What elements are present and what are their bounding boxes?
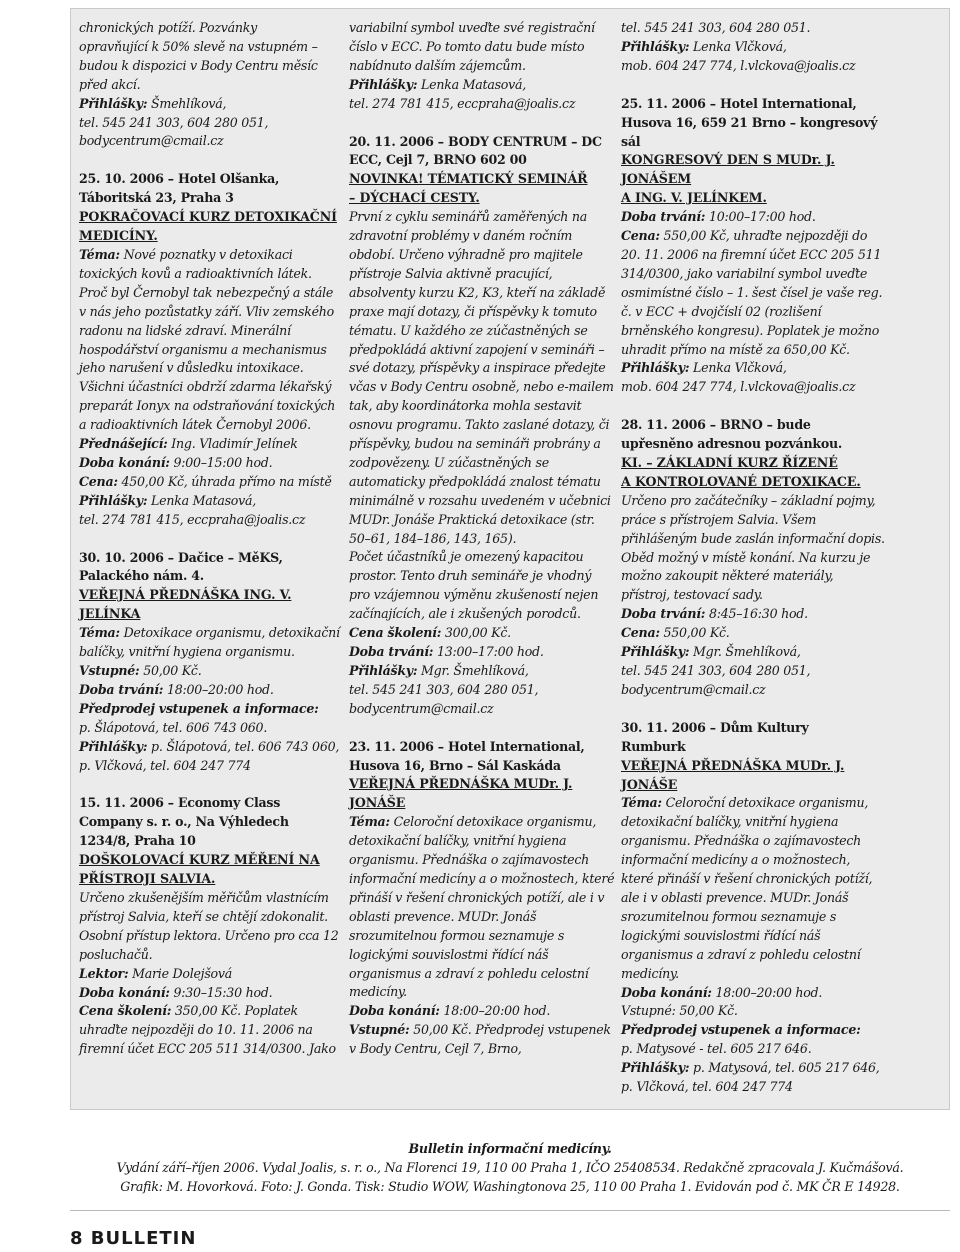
field-value: Nové poznatky v detoxikaci toxických kovů a radioaktivních látek. Proč byl Černobyl tak nebezpečný a stále v nás jeho pozůstatky září. Vliv zemského radonu na lidské zdraví. Minerální hospodářství organismu a mechanismus jeho narušení v důsledku intoxikace. Všichni účastníci obdrží zdarma lékařský preparát Ionyx na odstraňování toxických a radioaktivních látek Černobyl 2006. bbox=[79, 246, 336, 433]
labeled-line bbox=[349, 624, 615, 643]
event-title: POKRAČOVACÍ KURZ DETOXIKAČNÍ MEDICÍNY. bbox=[79, 209, 337, 244]
field-label: Doba konání: bbox=[349, 1003, 440, 1019]
labeled-line bbox=[621, 794, 885, 983]
labeled-line bbox=[621, 359, 885, 378]
field-label: Přihlášky: bbox=[79, 738, 148, 754]
field-value: Mgr. Šmehlíková, bbox=[417, 662, 529, 678]
field-label: Doba trvání: bbox=[79, 681, 164, 697]
paragraph: Určeno zkušenějším měřičům vlastnícím přístroj Salvia, kteří se chtějí zdokonalit. Osobní přístup lektora. Určeno pro cca 12 posluchačů. bbox=[79, 889, 339, 962]
labeled-line bbox=[79, 95, 341, 114]
spacer bbox=[79, 775, 341, 794]
field-value: 50,00 Kč. Předprodej vstupenek v Body Centru, Cejl 7, Brno, bbox=[349, 1022, 611, 1057]
field-label: Téma: bbox=[79, 625, 120, 641]
field-label: Cena: bbox=[621, 625, 660, 641]
paragraph: tel. 545 241 303, 604 280 051, bodycentrum@cmail.cz bbox=[621, 663, 811, 697]
event-heading: 28. 11. 2006 – BRNO – bude upřesněno adresnou pozvánkou. bbox=[621, 417, 843, 452]
event-heading: 30. 11. 2006 – Dům Kultury Rumburk bbox=[621, 719, 809, 754]
field-label: Přihlášky: bbox=[349, 662, 418, 678]
spacer bbox=[349, 114, 615, 133]
paragraph: První z cyklu seminářů zaměřených na zdravotní problémy v daném ročním období. Určeno výhradně pro majitele přístroje Salvia aktivně pracující, absolventy kurzu K2, K3, kteří na základě praxe mají dotazy, či příspěvky k tomuto tématu. U každého ze zúčastněných se předpokládá aktivní zapojení v semináři – své dotazy, příspěvky a inspirace předejte včas v Body Centru osobně, nebo e-mailem tak, aby koordinátorka mohla sestavit osnovu programu. Takto zaslané dotazy, či příspěvky, budou na semináři probrány a zodpovězeny. U zúčastněných se automaticky předpokládá znalost tématu minimálně v rozsahu uvedeném v učebnici MUDr. Jonáše Praktická detoxikace (str. 50–61, 184–186, 143, 165). bbox=[349, 209, 614, 546]
field-label: Doba trvání: bbox=[349, 644, 434, 659]
footer-line: Vydání září–říjen 2006. Vydal Joalis, s. r. o., Na Florenci 19, 110 00 Praha 1, IČO 25408534. Redakčně zpracovala J. Kučmášová. bbox=[116, 1159, 904, 1175]
event-heading: 30. 10. 2006 – Dačice – MěKS, Palackého nám. 4. bbox=[79, 549, 283, 584]
content-box bbox=[70, 8, 950, 1110]
field-label: Téma: bbox=[79, 246, 120, 262]
labeled-line bbox=[349, 1002, 615, 1021]
page-label: 8 BULLETIN bbox=[70, 1228, 197, 1249]
labeled-line bbox=[621, 1021, 885, 1040]
field-value: Detoxikace organismu, detoxikační balíčky, vnitřní hygiena organismu. bbox=[79, 625, 340, 660]
field-value: 550,00 Kč, uhraďte nejpozději do 20. 11. 2006 na firemní účet ECC 205 511 314/0300, jako variabilní symbol uveďte osmimístné číslo – 1. šest čísel je vaše reg. č. v ECC + dvojčíslí 02 (rozlišení brněnského kongresu). Poplatek je možno uhradit přímo na místě za 650,00 Kč. bbox=[621, 228, 883, 357]
labeled-line bbox=[79, 662, 341, 681]
field-label: Vstupné: bbox=[79, 663, 140, 678]
event-title: VEŘEJNÁ PŘEDNÁŠKA MUDr. J. JONÁŠE bbox=[621, 757, 845, 792]
field-value: Lenka Vlčková, bbox=[689, 38, 787, 54]
field-label: Cena školení: bbox=[349, 625, 442, 641]
field-value: p. Matysová, tel. 605 217 646, p. Vlčková, tel. 604 247 774 bbox=[621, 1060, 880, 1095]
paragraph: Určeno pro začátečníky – základní pojmy, práce s přístrojem Salvia. Všem přihlášeným bude zaslán informační dopis. Oběd možný v místě konání. Na kurzu je možno zakoupit některé materiály, přístroj, testovací sady. bbox=[621, 492, 885, 603]
paragraph: tel. 274 781 415, eccpraha@joalis.cz bbox=[79, 511, 306, 527]
field-value: 18:00–20:00 hod. bbox=[163, 681, 274, 697]
footer-title: Bulletin informační medicíny. bbox=[408, 1141, 612, 1156]
spacer bbox=[349, 719, 615, 738]
field-label: Lektor: bbox=[79, 965, 129, 981]
field-value: 10:00–17:00 hod. bbox=[705, 209, 816, 225]
field-value: Lenka Matasová, bbox=[417, 76, 526, 92]
field-value: 550,00 Kč. bbox=[659, 625, 730, 641]
labeled-line bbox=[79, 1002, 341, 1059]
field-label: Předprodej vstupenek a informace: bbox=[621, 1022, 861, 1038]
column-2 bbox=[349, 19, 615, 1059]
field-label: Cena: bbox=[621, 228, 660, 244]
paragraph: mob. 604 247 774, l.vlckova@joalis.cz bbox=[621, 57, 856, 73]
labeled-line bbox=[79, 473, 341, 492]
page-divider bbox=[70, 1210, 950, 1211]
footer bbox=[70, 1140, 950, 1197]
labeled-line bbox=[621, 208, 885, 227]
paragraph: tel. 545 241 303, 604 280 051. bbox=[621, 20, 811, 35]
paragraph: tel. 545 241 303, 604 280 051, bodycentrum@cmail.cz bbox=[349, 681, 539, 716]
field-value: Šmehlíková, bbox=[147, 95, 227, 111]
paragraph: variabilní symbol uveďte své registrační číslo v ECC. Po tomto datu bude místo nabídnuto dalším zájemcům. bbox=[349, 20, 595, 73]
labeled-line bbox=[79, 454, 341, 473]
field-value: 18:00–20:00 hod. bbox=[711, 984, 823, 1000]
field-value: Marie Dolejšová bbox=[128, 965, 233, 981]
field-label: Přihlášky: bbox=[621, 644, 690, 660]
labeled-line bbox=[349, 1021, 615, 1059]
labeled-line bbox=[349, 76, 615, 95]
field-value: 18:00–20:00 hod. bbox=[439, 1003, 551, 1019]
field-label: Cena: bbox=[79, 473, 118, 489]
event-title: NOVINKA! TÉMATICKÝ SEMINÁŘ – DÝCHACÍ CESTY. bbox=[349, 171, 588, 206]
labeled-line bbox=[621, 38, 885, 57]
labeled-line bbox=[79, 965, 341, 984]
event-title: KI. – ZÁKLADNÍ KURZ ŘÍZENÉ A KONTROLOVANÉ DETOXIKACE. bbox=[621, 455, 861, 489]
labeled-line bbox=[349, 662, 615, 681]
event-heading: 25. 11. 2006 – Hotel International, Husova 16, 659 21 Brno – kongresový sál bbox=[621, 95, 878, 149]
field-value: 300,00 Kč. bbox=[441, 625, 511, 641]
paragraph: p. Matysové - tel. 605 217 646. bbox=[621, 1041, 812, 1057]
paragraph: Počet účastníků je omezený kapacitou prostor. Tento druh semináře je vhodný pro vzájemnou výměnu zkušeností nejen začínajících, ale i zkušených porodců. bbox=[349, 549, 599, 622]
labeled-line bbox=[79, 624, 341, 662]
field-value: 50,00 Kč. bbox=[139, 663, 202, 678]
spacer bbox=[621, 397, 885, 416]
paragraph: Vstupné: 50,00 Kč. bbox=[621, 1003, 738, 1019]
field-label: Přihlášky: bbox=[79, 95, 148, 111]
paragraph: tel. 545 241 303, 604 280 051, bodycentrum@cmail.cz bbox=[79, 114, 269, 149]
field-value: 350,00 Kč. Poplatek uhraďte nejpozději do 10. 11. 2006 na firemní účet ECC 205 511 314/0300. Jako bbox=[79, 1003, 336, 1057]
field-label: Přihlášky: bbox=[621, 1060, 690, 1076]
field-value: Lenka Vlčková, bbox=[689, 360, 787, 376]
event-title: VEŘEJNÁ PŘEDNÁŠKA ING. V. JELÍNKA bbox=[79, 587, 292, 622]
field-label: Přihlášky: bbox=[349, 76, 418, 92]
labeled-line bbox=[621, 1059, 885, 1097]
spacer bbox=[79, 151, 341, 170]
field-label: Doba konání: bbox=[621, 984, 712, 1000]
labeled-line bbox=[621, 643, 885, 662]
labeled-line bbox=[79, 738, 341, 776]
field-value: Celoroční detoxikace organismu, detoxikační balíčky, vnitřní hygiena organismu. Přednáška o zajímavostech informační medicíny a o možnostech, které přináší v řešení chronických potíží, ale i v oblasti prevence. MUDr. Jonáš srozumitelnou formou seznamuje s logickými souvislostmi řídící náš organismus a zdraví z pohledu celostní medicíny. bbox=[349, 814, 615, 1000]
field-label: Předprodej vstupenek a informace: bbox=[79, 700, 319, 716]
field-value: Celoroční detoxikace organismu, detoxikační balíčky, vnitřní hygiena organismu. Přednáška o zajímavostech informační medicíny a o možnostech, které přináší v řešení chronických potíží, ale i v oblasti prevence. MUDr. Jonáš srozumitelnou formou seznamuje s logickými souvislostmi řídící náš organismus a zdraví z pohledu celostní medicíny. bbox=[621, 795, 873, 981]
paragraph: p. Šlápotová, tel. 606 743 060. bbox=[79, 719, 268, 735]
labeled-line bbox=[621, 624, 885, 643]
labeled-line bbox=[79, 681, 341, 700]
field-label: Doba trvání: bbox=[621, 606, 706, 622]
field-label: Přihlášky: bbox=[621, 38, 690, 54]
column-3 bbox=[621, 19, 885, 1097]
labeled-line bbox=[79, 492, 341, 511]
event-heading: 25. 10. 2006 – Hotel Olšanka, Táboritská 23, Praha 3 bbox=[79, 171, 280, 206]
event-heading: 23. 11. 2006 – Hotel International, Husova 16, Brno – Sál Kaskáda bbox=[349, 738, 585, 773]
labeled-line bbox=[79, 246, 341, 435]
labeled-line bbox=[621, 227, 885, 359]
field-label: Doba konání: bbox=[79, 454, 170, 470]
field-label: Přihlášky: bbox=[79, 492, 148, 508]
labeled-line bbox=[79, 435, 341, 454]
field-value: Ing. Vladimír Jelínek bbox=[167, 436, 298, 452]
field-value: 9:00–15:00 hod. bbox=[169, 454, 273, 470]
paragraph: chronických potíží. Pozvánky opravňující k 50% slevě na vstupném – budou k dispozici v Body Centru měsíc před akcí. bbox=[79, 20, 318, 92]
field-value: Lenka Matasová, bbox=[147, 492, 256, 508]
paragraph: mob. 604 247 774, l.vlckova@joalis.cz bbox=[621, 379, 856, 395]
field-label: Přednášející: bbox=[79, 436, 168, 452]
field-label: Téma: bbox=[349, 814, 390, 830]
labeled-line bbox=[79, 700, 341, 719]
labeled-line bbox=[79, 984, 341, 1003]
column-1 bbox=[79, 19, 341, 1059]
field-label: Téma: bbox=[621, 795, 662, 811]
field-label: Přihlášky: bbox=[621, 360, 690, 376]
event-heading: 15. 11. 2006 – Economy Class Company s. r. o., Na Výhledech 1234/8, Praha 10 bbox=[79, 795, 289, 849]
event-title: DOŠKOLOVACÍ KURZ MĚŘENÍ NA PŘÍSTROJI SALVIA. bbox=[79, 852, 320, 887]
spacer bbox=[621, 700, 885, 719]
field-value: 450,00 Kč, úhrada přímo na místě bbox=[117, 473, 332, 489]
field-label: Cena školení: bbox=[79, 1003, 172, 1019]
field-value: Mgr. Šmehlíková, bbox=[689, 644, 801, 660]
field-value: p. Šlápotová, tel. 606 743 060, p. Vlčková, tel. 604 247 774 bbox=[79, 738, 340, 773]
spacer bbox=[79, 530, 341, 549]
field-value: 13:00–17:00 hod. bbox=[433, 644, 544, 659]
labeled-line bbox=[349, 813, 615, 1002]
field-label: Doba konání: bbox=[79, 984, 170, 1000]
event-heading: 20. 11. 2006 – BODY CENTRUM – DC ECC, Cejl 7, BRNO 602 00 bbox=[349, 133, 602, 168]
labeled-line bbox=[621, 984, 885, 1003]
event-title: VEŘEJNÁ PŘEDNÁŠKA MUDr. J. JONÁŠE bbox=[349, 776, 573, 811]
labeled-line bbox=[349, 643, 615, 662]
field-label: Vstupné: bbox=[349, 1022, 410, 1038]
footer-line: Grafik: M. Hovorková. Foto: J. Gonda. Tisk: Studio WOW, Washingtonova 25, 110 00 Praha 1. Evidován pod č. MK ČR E 14928. bbox=[120, 1178, 900, 1194]
field-label: Doba trvání: bbox=[621, 209, 706, 225]
event-title: KONGRESOVÝ DEN S MUDr. J. JONÁŠEM A ING. V. JELÍNKEM. bbox=[621, 152, 835, 206]
labeled-line bbox=[621, 605, 885, 624]
field-value: 9:30–15:30 hod. bbox=[169, 984, 273, 1000]
paragraph: tel. 274 781 415, eccpraha@joalis.cz bbox=[349, 95, 576, 111]
spacer bbox=[621, 76, 885, 95]
field-value: 8:45–16:30 hod. bbox=[705, 606, 808, 622]
